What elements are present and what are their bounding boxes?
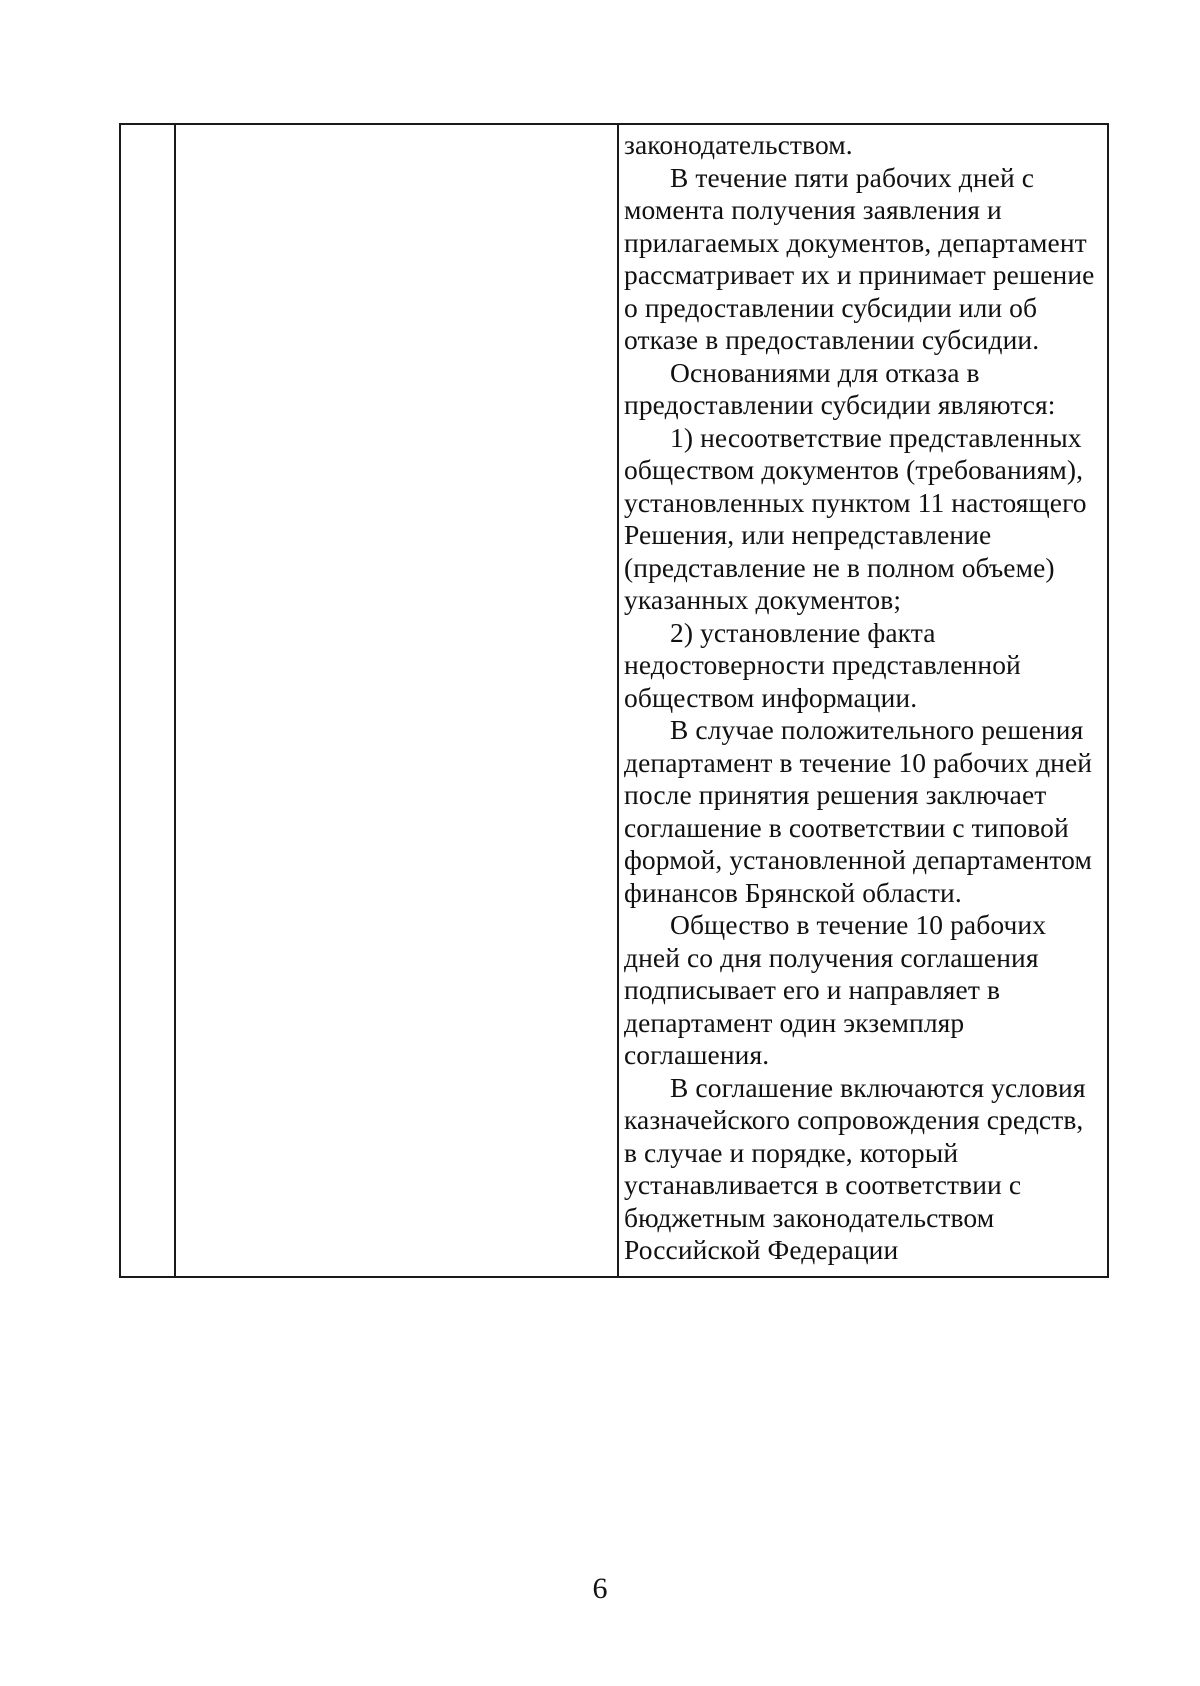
text-line: соглашения.: [624, 1039, 770, 1070]
paragraph: [624, 714, 1100, 909]
text-line: недостоверности представленной: [624, 649, 1021, 680]
text-line: (представление не в полном объеме): [624, 551, 1055, 583]
paragraph: [624, 162, 1100, 357]
table-text-cell: [624, 129, 1100, 1267]
text-line: дней со дня получения соглашения: [624, 941, 1039, 973]
text-line: о предоставлении субсидии или об: [624, 291, 1038, 323]
text-line: В соглашение включаются условия: [670, 1071, 1086, 1103]
paragraph: [624, 357, 1100, 422]
text-line: устанавливается в соответствии с: [624, 1169, 1022, 1200]
text-line: указанных документов;: [624, 584, 902, 615]
text-line: финансов Брянской области.: [624, 876, 962, 908]
table-column-divider-2: [617, 125, 619, 1276]
paragraph: [624, 909, 1100, 1072]
text-line: Решения, или непредставление: [624, 519, 992, 550]
text-line: рассматривает их и принимает решение: [624, 259, 1095, 290]
page-number: 6: [592, 1572, 608, 1605]
paragraph: [624, 617, 1100, 715]
paragraph: [624, 422, 1100, 617]
text-line: подписывает его и направляет в: [624, 974, 1001, 1005]
document-table: [119, 123, 1109, 1278]
text-line: прилагаемых документов, департамент: [624, 226, 1087, 258]
paragraph: [624, 1072, 1100, 1267]
paragraph: [624, 129, 1100, 162]
text-line: бюджетным законодательством: [624, 1201, 995, 1233]
text-line: обществом документов (требованиям),: [624, 454, 1084, 485]
text-line: в случае и порядке, который: [624, 1136, 959, 1168]
text-line: законодательством.: [624, 129, 853, 160]
text-line: формой, установленной департаментом: [624, 844, 1093, 875]
text-line: В случае положительного решения: [670, 714, 1084, 745]
text-line: соглашение в соответствии с типовой: [624, 811, 1069, 843]
text-line: установленных пунктом 11 настоящего: [624, 486, 1087, 518]
text-line: казначейского сопровождения средств,: [624, 1104, 1084, 1135]
text-line: 2) установление факта: [670, 616, 936, 648]
text-line: Российской Федерации: [624, 1234, 899, 1265]
text-line: департамент в течение 10 рабочих дней: [624, 746, 1093, 778]
text-line: после принятия решения заключает: [624, 779, 1047, 810]
text-line: В течение пяти рабочих дней с: [670, 161, 1035, 193]
text-line: департамент один экземпляр: [624, 1006, 965, 1038]
text-line: предоставлении субсидии являются:: [624, 389, 1056, 420]
text-line: отказе в предоставлении субсидии.: [624, 324, 1040, 355]
text-line: момента получения заявления и: [624, 194, 1002, 225]
text-line: Основаниями для отказа в: [670, 356, 980, 388]
text-line: обществом информации.: [624, 681, 918, 713]
text-line: 1) несоответствие представленных: [670, 421, 1082, 453]
table-column-divider-1: [174, 125, 176, 1276]
text-line: Общество в течение 10 рабочих: [670, 909, 1047, 940]
